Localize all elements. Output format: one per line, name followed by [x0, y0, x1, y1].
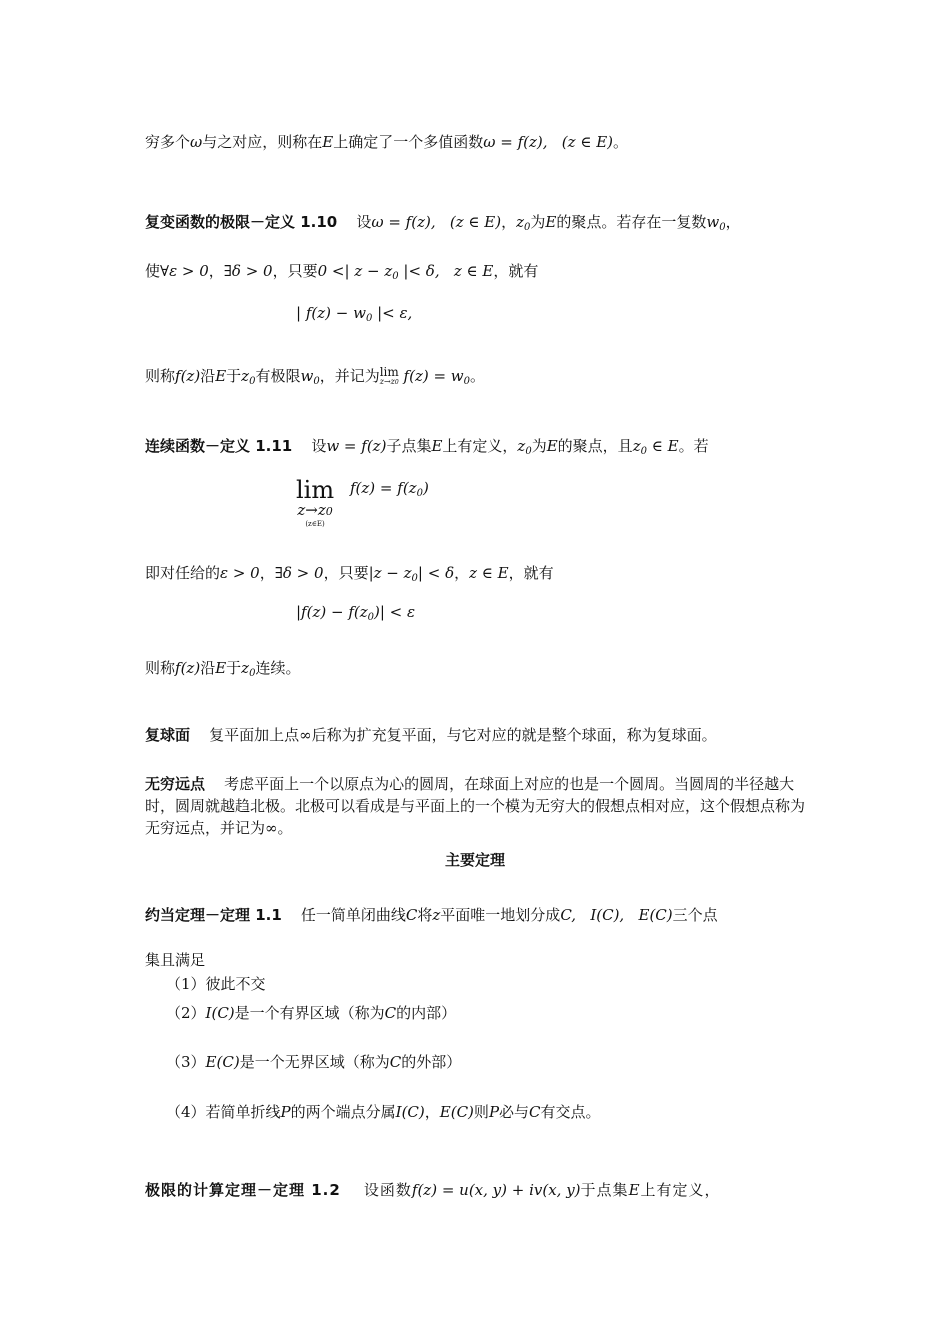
thm-1-1-line1: 约当定理－定理 1.1 任一简单闭曲线C将z平面唯一地划分成C, I(C), E(C)三个点: [145, 906, 718, 924]
infinity-title: 无穷远点: [145, 775, 206, 793]
math-forall-eps: ∀ε > 0: [160, 262, 209, 280]
math-IC: I(C): [395, 1103, 425, 1121]
math-exists-delta: ∃δ > 0: [274, 564, 324, 582]
thm-1-1-line2: 集且满足: [145, 951, 206, 969]
math-omega: ω: [190, 133, 203, 151]
text-line-multivalued: 穷多个ω与之对应，则称在E上确定了一个多值函数ω = f(z), (z ∈ E)。: [145, 133, 629, 151]
math-abs-z-z0: $|z - z_0| < \delta$: [368, 564, 455, 584]
def-1-11-formula2: [296, 602, 415, 628]
math-fz-eq-fz0: $f(z) = f(z_0)$: [350, 479, 429, 499]
math-abs-f-w0: | $f(z) - w_0$ |< ε,: [296, 304, 413, 324]
math-E: E: [215, 659, 227, 677]
math-omega-fz: ω = f(z), (z ∈ E): [371, 213, 502, 231]
math-limit: lim z→z0: [379, 364, 399, 386]
math-eps-pos: ε > 0: [220, 564, 260, 582]
thm-1-2-line1: 极限的计算定理－定理 1.2 设函数f(z) = u(x, y) + iv(x, y)于点集E上有定义，: [145, 1181, 721, 1199]
math-condition: 0 <| $z - z_0$ |< δ, z ∈ E: [317, 262, 494, 282]
math-z-in-E: z ∈ E: [469, 564, 509, 582]
math-continuity-limit: lim z→z0 (z∈E): [296, 476, 335, 528]
math-omega-fz: ω = f(z), (z ∈ E): [483, 133, 613, 151]
math-fz: f(z): [175, 367, 201, 385]
math-w0: $w_0$: [300, 367, 320, 387]
math-z0: $z_0$: [517, 437, 532, 457]
def-1-10-line2: 使∀ε > 0，∃δ > 0，只要0 <| $z - z_0$ |< δ, z ∈ E，就有: [145, 262, 539, 282]
complex-sphere-paragraph: 复球面 复平面加上点∞后称为扩充复平面，与它对应的就是整个球面，称为复球面。: [145, 726, 717, 744]
math-infinity: ∞: [265, 819, 278, 837]
thm-1-2-title: 极限的计算定理－定理 1.2: [145, 1181, 341, 1199]
math-IC: I(C): [205, 1004, 235, 1022]
infinity-paragraph: 无穷远点 考虑平面上一个以原点为心的圆周，在球面上对应的也是一个圆周。当圆周的半径越大时，圆周就越趋北极。北极可以看成是与平面上的一个模为无穷大的假想点相对应，这个假想点称为无穷远点，并记为∞。: [145, 775, 806, 837]
math-w0: $w_0$: [706, 213, 726, 233]
math-z0: $z_0$: [241, 659, 256, 679]
math-abs-fz-fz0: $|f(z) - f(z_0)| < \varepsilon$: [296, 603, 416, 623]
math-EC: E(C): [439, 1103, 474, 1121]
math-z0: $z_0$: [241, 367, 256, 387]
math-z0-in-E: $z_0$ ∈ E: [632, 437, 679, 457]
math-exists-delta: ∃δ > 0: [223, 262, 273, 280]
math-E: E: [431, 437, 443, 455]
thm-1-1-item1: （1）彼此不交: [166, 975, 266, 993]
math-E: E: [546, 437, 558, 455]
def-1-10-line1: 复变函数的极限－定义 1.10 设ω = f(z), (z ∈ E)，$z_0$为E的聚点。若存在一复数$w_0$，: [145, 213, 741, 233]
math-C-IC-EC: C, I(C), E(C): [560, 906, 673, 924]
thm-1-1-item4: （4）若简单折线P的两个端点分属I(C)，E(C)则P必与C有交点。: [166, 1103, 601, 1121]
math-P: P: [488, 1103, 500, 1121]
math-E: E: [322, 133, 334, 151]
math-f-u-iv: f(z) = u(x, y) + iv(x, y): [411, 1181, 581, 1199]
math-C: C: [405, 906, 418, 924]
thm-1-1-item2: （2）I(C)是一个有界区域（称为C的内部）: [166, 1004, 457, 1022]
math-C: C: [384, 1004, 397, 1022]
math-EC: E(C): [205, 1053, 240, 1071]
def-1-11-line5: 则称f(z)沿E于$z_0$连续。: [145, 659, 301, 679]
math-C: C: [389, 1053, 402, 1071]
math-z: z: [432, 906, 441, 924]
math-E: E: [628, 1181, 641, 1199]
def-1-11-formula1: [350, 478, 429, 504]
section-heading-main-theorems: 主要定理: [444, 851, 505, 869]
def-1-11-line3: 即对任给的ε > 0，∃δ > 0，只要$|z - z_0| < \delta$，z ∈ E，就有: [145, 564, 554, 584]
def-1-10-line4: 则称f(z)沿E于$z_0$有极限$w_0$，并记为 lim z→z0 $f(z) = w_0$。: [145, 364, 486, 387]
complex-sphere-title: 复球面: [145, 726, 191, 744]
def-1-10-title: 复变函数的极限－定义 1.10: [145, 213, 338, 231]
math-z0: $z_0$: [516, 213, 531, 233]
math-P: P: [280, 1103, 291, 1121]
math-infinity: ∞: [299, 726, 312, 744]
math-E: E: [215, 367, 227, 385]
math-w-fz: w = f(z): [326, 437, 387, 455]
def-1-11-line1: 连续函数－定义 1.11 设w = f(z)子点集E上有定义，$z_0$为E的聚点，且$z_0$ ∈ E。若: [145, 437, 709, 457]
thm-1-1-item3: （3）E(C)是一个无界区域（称为C的外部）: [166, 1053, 462, 1071]
def-1-11-title: 连续函数－定义 1.11: [145, 437, 293, 455]
math-C: C: [529, 1103, 541, 1121]
math-E: E: [545, 213, 557, 231]
math-fz: f(z): [175, 659, 201, 677]
thm-1-1-title: 约当定理－定理 1.1: [145, 906, 282, 924]
def-1-10-formula: [296, 303, 412, 329]
